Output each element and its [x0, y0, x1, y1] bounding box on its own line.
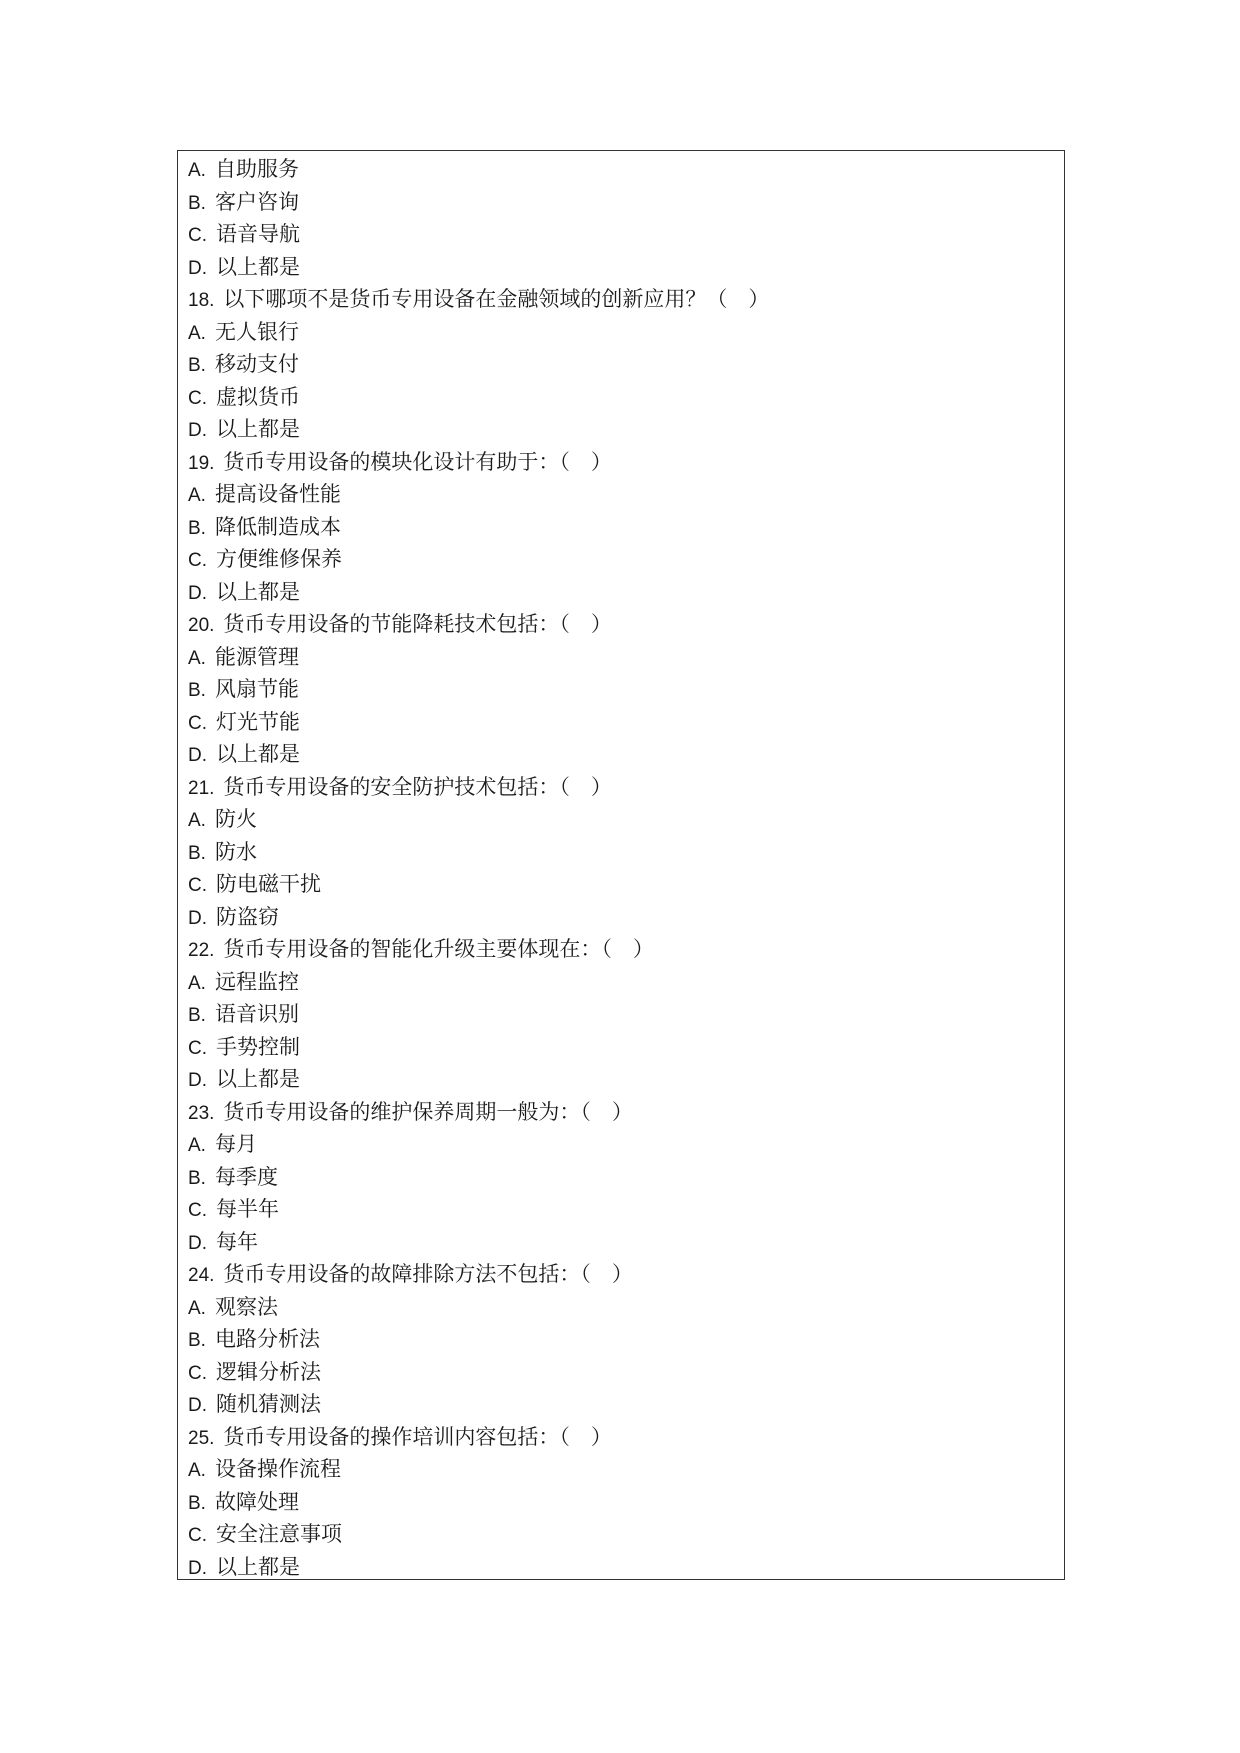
option-letter: C.	[188, 387, 207, 409]
option-text: 每半年	[216, 1197, 279, 1221]
option-letter: A.	[188, 322, 206, 344]
question-text: 货币专用设备的操作培训内容包括：（ ）	[223, 1424, 612, 1449]
option-letter: B.	[188, 1492, 206, 1514]
question-number: 22.	[188, 940, 215, 961]
option-letter: C.	[188, 712, 207, 734]
option-letter: C.	[188, 1525, 207, 1546]
option-text: 能源管理	[214, 644, 299, 669]
option-line	[188, 1291, 1048, 1324]
option-letter: A.	[188, 647, 206, 669]
question-text: 货币专用设备的模块化设计有助于：（ ）	[223, 449, 612, 474]
option-text: 以上都是	[216, 579, 300, 604]
option-text: 故障处理	[214, 1489, 299, 1514]
option-text: 远程监控	[214, 969, 299, 994]
option-text: 以上都是	[216, 1067, 300, 1091]
option-letter: D.	[188, 582, 207, 604]
question-list	[188, 153, 1048, 1583]
question-line	[188, 1421, 1048, 1454]
option-text: 以上都是	[216, 1554, 300, 1579]
option-line	[188, 186, 1048, 219]
question-text: 货币专用设备的智能化升级主要体现在：（ ）	[223, 937, 654, 961]
option-text: 随机猜测法	[216, 1392, 321, 1416]
option-line	[188, 1323, 1048, 1356]
option-line	[188, 218, 1048, 251]
option-line	[188, 413, 1048, 446]
option-line	[188, 251, 1048, 284]
option-line	[188, 1518, 1048, 1551]
option-letter: C.	[188, 225, 207, 246]
option-line	[188, 1388, 1048, 1421]
question-number: 18.	[188, 290, 215, 311]
option-line	[188, 868, 1048, 901]
option-text: 防水	[214, 839, 257, 864]
option-line	[188, 1031, 1048, 1064]
option-line	[188, 1063, 1048, 1096]
option-letter: D.	[188, 1232, 207, 1254]
option-line	[188, 1193, 1048, 1226]
question-number: 21.	[188, 777, 215, 799]
option-line	[188, 1226, 1048, 1259]
option-text: 以上都是	[216, 742, 300, 766]
option-line	[188, 998, 1048, 1031]
option-letter: B.	[188, 517, 206, 539]
option-line	[188, 1453, 1048, 1486]
question-number: 20.	[188, 615, 215, 636]
option-letter: B.	[188, 1167, 206, 1189]
question-line	[188, 283, 1048, 316]
option-letter: B.	[188, 1330, 206, 1351]
option-letter: A.	[188, 810, 206, 831]
option-line	[188, 1161, 1048, 1194]
option-text: 防电磁干扰	[216, 872, 321, 896]
option-letter: C.	[188, 1200, 207, 1221]
question-line	[188, 771, 1048, 804]
option-text: 每月	[214, 1132, 257, 1156]
option-letter: B.	[188, 842, 206, 864]
option-letter: C.	[188, 550, 207, 571]
option-letter: B.	[188, 1005, 206, 1026]
option-line	[188, 576, 1048, 609]
option-line	[188, 836, 1048, 869]
option-letter: B.	[188, 680, 206, 701]
option-text: 每年	[216, 1229, 258, 1254]
question-number: 24.	[188, 1265, 215, 1286]
option-text: 防盗窃	[216, 904, 279, 929]
question-line	[188, 1096, 1048, 1129]
option-text: 降低制造成本	[214, 514, 341, 539]
option-letter: A.	[188, 1297, 206, 1319]
option-line	[188, 706, 1048, 739]
option-text: 风扇节能	[214, 677, 299, 701]
option-letter: A.	[188, 972, 206, 994]
option-line	[188, 543, 1048, 576]
question-text: 货币专用设备的故障排除方法不包括：（ ）	[223, 1262, 633, 1286]
question-text: 以下哪项不是货币专用设备在金融领域的创新应用？（ ）	[223, 287, 770, 311]
question-number: 25.	[188, 1427, 215, 1449]
question-line	[188, 1258, 1048, 1291]
question-text: 货币专用设备的安全防护技术包括：（ ）	[223, 774, 612, 799]
option-text: 灯光节能	[216, 709, 300, 734]
option-letter: B.	[188, 355, 206, 376]
option-text: 以上都是	[216, 254, 300, 279]
question-text: 货币专用设备的节能降耗技术包括：（ ）	[223, 612, 612, 636]
option-letter: D.	[188, 1070, 207, 1091]
option-text: 语音识别	[214, 1002, 299, 1026]
option-line	[188, 641, 1048, 674]
option-letter: C.	[188, 875, 207, 896]
option-line	[188, 511, 1048, 544]
option-line	[188, 316, 1048, 349]
question-number: 23.	[188, 1102, 215, 1124]
option-letter: C.	[188, 1362, 207, 1384]
option-line	[188, 1486, 1048, 1519]
option-text: 无人银行	[214, 319, 299, 344]
option-line	[188, 153, 1048, 186]
option-letter: A.	[188, 1135, 206, 1156]
question-line	[188, 933, 1048, 966]
option-letter: D.	[188, 1395, 207, 1416]
option-line	[188, 673, 1048, 706]
question-number: 19.	[188, 452, 215, 474]
option-line	[188, 1551, 1048, 1584]
option-text: 逻辑分析法	[216, 1359, 321, 1384]
option-letter: C.	[188, 1037, 207, 1059]
option-line	[188, 348, 1048, 381]
option-letter: D.	[188, 420, 207, 441]
option-line	[188, 738, 1048, 771]
option-letter: B.	[188, 192, 206, 214]
option-line	[188, 1356, 1048, 1389]
option-line	[188, 381, 1048, 414]
option-letter: A.	[188, 1460, 206, 1481]
option-text: 提高设备性能	[214, 482, 341, 506]
option-text: 以上都是	[216, 417, 300, 441]
question-text: 货币专用设备的维护保养周期一般为：（ ）	[223, 1099, 633, 1124]
option-line	[188, 803, 1048, 836]
option-letter: D.	[188, 907, 207, 929]
option-text: 电路分析法	[214, 1327, 320, 1351]
option-letter: A.	[188, 160, 206, 181]
option-text: 每季度	[214, 1164, 278, 1189]
option-line	[188, 966, 1048, 999]
option-line	[188, 1128, 1048, 1161]
option-text: 防火	[214, 807, 257, 831]
option-text: 自助服务	[214, 157, 299, 181]
option-text: 设备操作流程	[214, 1457, 341, 1481]
question-line	[188, 608, 1048, 641]
option-text: 移动支付	[214, 352, 299, 376]
option-line	[188, 478, 1048, 511]
option-text: 观察法	[214, 1294, 278, 1319]
option-letter: D.	[188, 257, 207, 279]
option-text: 安全注意事项	[216, 1522, 342, 1546]
option-letter: A.	[188, 485, 206, 506]
option-text: 语音导航	[216, 222, 300, 246]
option-text: 虚拟货币	[216, 384, 300, 409]
question-line	[188, 446, 1048, 479]
option-text: 客户咨询	[214, 189, 299, 214]
option-line	[188, 901, 1048, 934]
option-letter: D.	[188, 1557, 207, 1579]
option-letter: D.	[188, 745, 207, 766]
option-text: 方便维修保养	[216, 547, 342, 571]
option-text: 手势控制	[216, 1034, 300, 1059]
